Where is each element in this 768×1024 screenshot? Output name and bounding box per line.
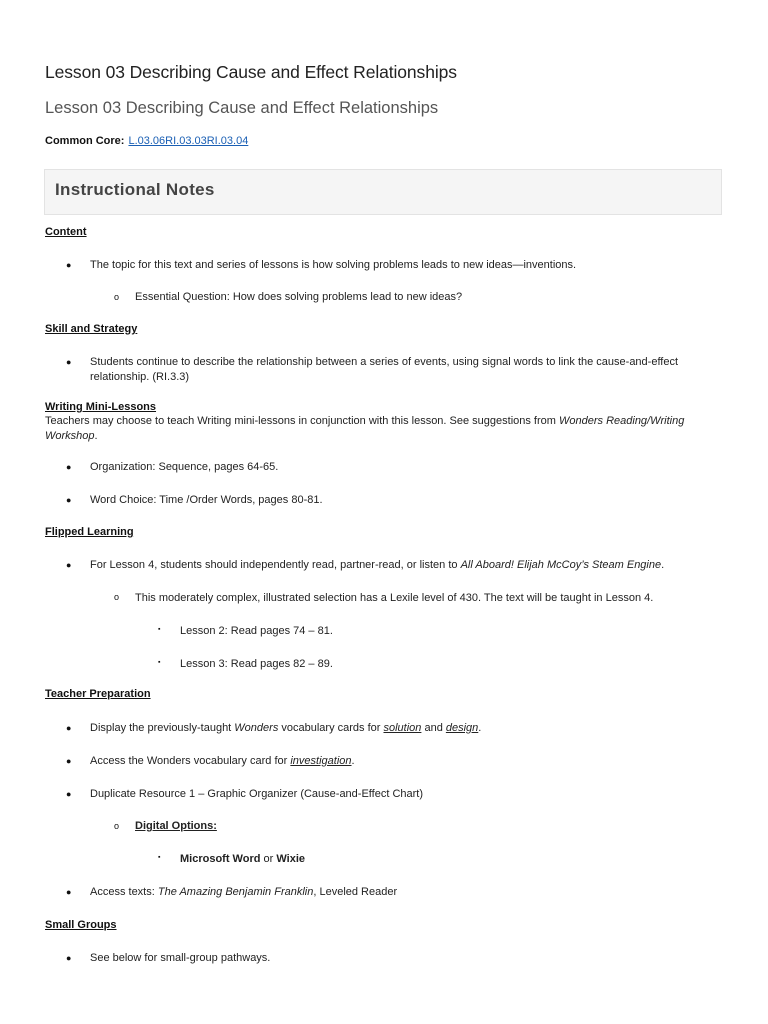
digital-options-label: Digital Options: — [135, 820, 217, 832]
list-item: Word Choice: Time /Order Words, pages 80-81. — [90, 494, 323, 506]
list-item: Organization: Sequence, pages 64-65. — [90, 461, 279, 473]
vocab-word-investigation: investigation — [290, 755, 352, 767]
common-core-link[interactable]: L.03.06RI.03.03RI.03.04 — [128, 135, 249, 147]
instructional-notes-title: Instructional Notes — [55, 180, 215, 199]
list-item: The topic for this text and series of lessons is how solving problems leads to new ideas—inventions. — [90, 259, 577, 271]
page-title: Lesson 03 Describing Cause and Effect Relationships — [45, 62, 457, 82]
vocab-word-solution: solution — [383, 722, 422, 734]
list-item: Display the previously-taught Wonders vocabulary cards for solution and design. — [90, 722, 482, 734]
list-item: Access texts: The Amazing Benjamin Franklin, Leveled Reader — [90, 886, 398, 898]
bullet-dot: ● — [66, 357, 72, 367]
bullet-dot: ● — [66, 723, 72, 733]
book-title: All Aboard! Elijah McCoy’s Steam Engine — [460, 559, 662, 571]
bullet-dot: ● — [66, 260, 72, 270]
writing-heading: Writing Mini-Lessons — [45, 401, 157, 413]
list-item: See below for small-group pathways. — [90, 952, 271, 964]
bullet-dot: ● — [66, 887, 72, 897]
small-groups-heading: Small Groups — [45, 919, 117, 931]
page-subtitle: Lesson 03 Describing Cause and Effect Relationships — [45, 99, 439, 117]
bullet-dot: ● — [66, 953, 72, 963]
list-item: For Lesson 4, students should independently read, partner-read, or listen to All Aboard! Elijah McCoy’s Steam Engine. — [90, 559, 665, 571]
list-item: Students continue to describe the relationship between a series of events, using signal words to link the cause-and-effect relationship. (RI.3.3) — [90, 356, 679, 383]
bullet-circle: o — [114, 821, 120, 831]
list-item: Microsoft Word or Wixie — [180, 853, 306, 865]
writing-intro: Teachers may choose to teach Writing mini-lessons in conjunction with this lesson. See suggestions from Wonders Reading/Writing Workshop. — [45, 415, 685, 442]
bullet-dot: ● — [66, 462, 72, 472]
skill-heading: Skill and Strategy — [45, 323, 138, 335]
bullet-dot: ● — [66, 560, 72, 570]
list-item: Duplicate Resource 1 – Graphic Organizer (Cause-and-Effect Chart) — [90, 788, 424, 800]
content-heading: Content — [45, 226, 87, 238]
common-core-line — [45, 135, 248, 147]
bullet-square: ▪ — [158, 854, 161, 861]
list-item: Lesson 2: Read pages 74 – 81. — [180, 625, 333, 637]
bullet-circle: o — [114, 592, 120, 602]
list-item: Access the Wonders vocabulary card for investigation. — [90, 755, 355, 767]
workshop-title: Wonders Reading/Writing Workshop — [45, 415, 685, 442]
list-item: This moderately complex, illustrated selection has a Lexile level of 430. The text will be taught in Lesson 4. — [135, 592, 654, 604]
bullet-dot: ● — [66, 495, 72, 505]
common-core-label: Common Core: — [45, 135, 125, 147]
vocab-word-design: design — [445, 722, 479, 734]
bullet-square: ▪ — [158, 659, 161, 666]
book-title: The Amazing Benjamin Franklin — [157, 886, 314, 898]
prep-heading: Teacher Preparation — [45, 688, 151, 700]
flipped-heading: Flipped Learning — [45, 526, 134, 538]
list-item: Essential Question: How does solving problems lead to new ideas? — [135, 291, 463, 303]
bullet-dot: ● — [66, 789, 72, 799]
bullet-circle: o — [114, 292, 120, 302]
bullet-dot: ● — [66, 756, 72, 766]
list-item: Lesson 3: Read pages 82 – 89. — [180, 658, 333, 670]
bullet-square: ▪ — [158, 626, 161, 633]
